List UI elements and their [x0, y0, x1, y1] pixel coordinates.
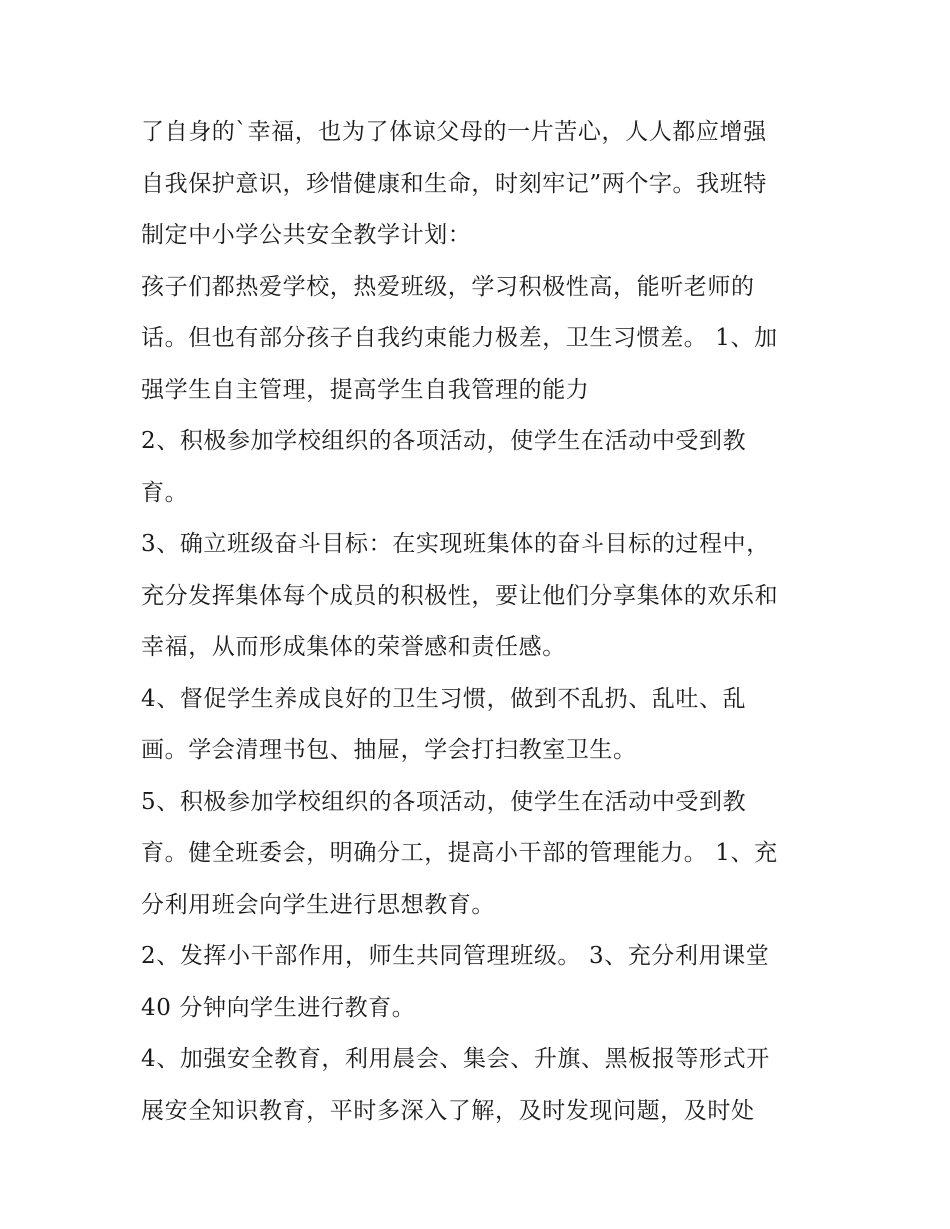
text-line: 展安全知识教育，平时多深入了解，及时发现问题，及时处 [141, 1097, 755, 1124]
text-line: 育。 [141, 479, 189, 506]
text-line: 了自身的`幸福，也为了体谅父母的一片苦心，人人都应增强 [141, 119, 767, 145]
text-line: 4、加强安全教育，利用晨会、集会、升旗、黑板报等形式开 [141, 1046, 770, 1072]
text-line: 充分发挥集体每个成员的积极性，要让他们分享集体的欢乐和 [141, 582, 779, 609]
text-line: 强学生自主管理，提高学生自我管理的能力 [141, 376, 590, 403]
text-line: 育。健全班委会，明确分工，提高小干部的管理能力。 1、充 [141, 840, 778, 866]
text-line: 自我保护意识，珍惜健康和生命，时刻牢记”两个字。我班特 [141, 170, 767, 197]
text-line: 孩子们都热爱学校，热爱班级，学习积极性高，能听老师的 [141, 273, 755, 300]
text-line: 画。学会清理书包、抽屉，学会打扫教室卫生。 [141, 737, 637, 763]
document-body [141, 107, 821, 1137]
text-line: 40 分钟向学生进行教育。 [141, 994, 416, 1021]
text-line: 分利用班会向学生进行思想教育。 [141, 891, 495, 918]
text-line: 话。但也有部分孩子自我约束能力极差，卫生习惯差。 1、加 [141, 325, 778, 351]
text-line: 2、积极参加学校组织的各项活动，使学生在活动中受到教 [141, 428, 747, 454]
text-line: 5、积极参加学校组织的各项活动，使学生在活动中受到教 [141, 788, 747, 815]
text-line: 4、督促学生养成良好的卫生习惯，做到不乱扔、乱吐、乱 [141, 685, 747, 712]
text-line: 幸福，从而形成集体的荣誉感和责任感。 [141, 634, 566, 660]
text-line: 3、确立班级奋斗目标：在实现班集体的奋斗目标的过程中， [141, 531, 770, 557]
text-line: 制定中小学公共安全教学计划： [141, 222, 472, 248]
text-line: 2、发挥小干部作用，师生共同管理班级。 3、充分利用课堂 [141, 943, 770, 969]
